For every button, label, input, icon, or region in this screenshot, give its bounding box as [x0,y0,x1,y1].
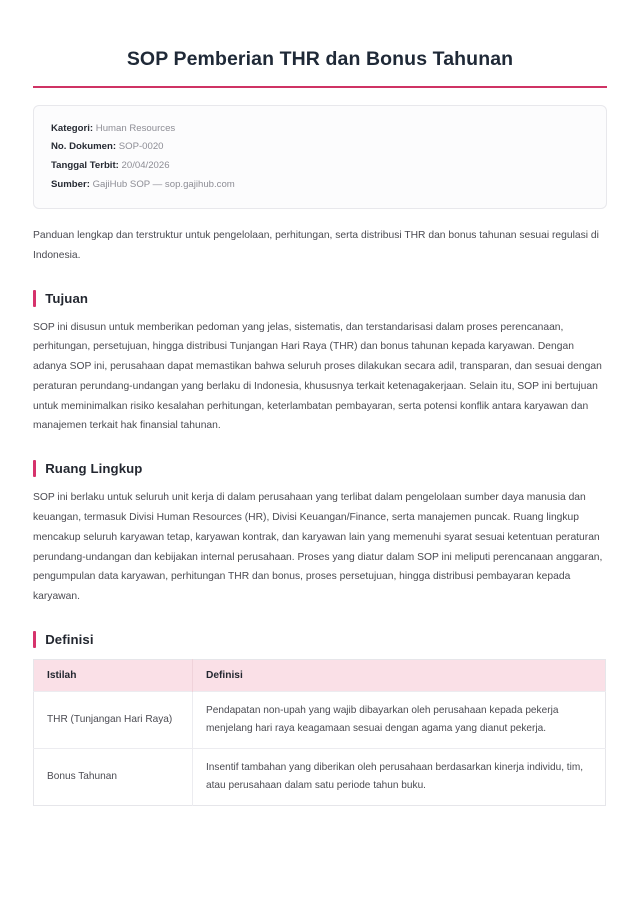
section-title-definisi: Definisi [45,631,94,647]
metadata-row-sumber [51,175,589,194]
table-header-row [34,659,606,691]
column-header-istilah: Istilah [34,659,193,691]
cell-definisi: Pendapatan non-upah yang wajib dibayarkan oleh perusahaan kepada pekerja menjelang hari raya keagamaan sesuai dengan agama yang dianut pekerja. [193,691,606,748]
kategori-value: Human Resources [95,122,176,134]
table-row [34,748,606,805]
cell-istilah: THR (Tunjangan Hari Raya) [34,691,193,748]
table-row [34,691,606,748]
section-accent-bar-icon [33,631,36,648]
page-title: SOP Pemberian THR dan Bonus Tahunan [126,48,514,70]
section-accent-bar-icon [33,290,36,307]
column-header-definisi: Definisi [193,659,606,691]
metadata-row-tanggal-terbit [51,157,589,176]
section-body-tujuan: SOP ini disusun untuk memberikan pedoman yang jelas, sistematis, dan terstandarisasi dalam proses perencanaan, perhitungan, persetujuan, hingga distribusi Tunjangan Hari Raya (THR) dan bonus tahunan kepada karyawan. Dengan adanya SOP ini, perusahaan dapat memastikan bahwa seluruh proses dilakukan secara adil, transparan, dan sesuai dengan peraturan perundang-undangan yang berlaku di Indonesia, khususnya terkait ketenagakerjaan. Selain itu, SOP ini bertujuan untuk meminimalkan risiko kesalahan perhitungan, keterlambatan pembayaran, serta potensi konflik antara karyawan dan manajemen terkait hak finansial tahunan. [33,321,602,432]
section-heading-ruang-lingkup [33,460,607,477]
title-divider [33,86,607,88]
tanggal-terbit-value: 20/04/2026 [121,160,170,172]
section-heading-definisi [33,631,607,648]
sumber-label: Sumber: [51,178,90,190]
section-accent-bar-icon [33,460,36,477]
section-title-tujuan: Tujuan [45,290,89,306]
sumber-value: GajiHub SOP — sop.gajihub.com [92,178,235,190]
cell-definisi: Insentif tambahan yang diberikan oleh perusahaan berdasarkan kinerja individu, tim, atau perusahaan dalam satu periode tahun buku. [193,748,606,805]
metadata-row-no-dokumen [51,138,589,157]
section-heading-tujuan [33,290,607,307]
no-dokumen-value: SOP-0020 [118,141,164,153]
no-dokumen-label: No. Dokumen: [51,141,117,153]
intro-paragraph: Panduan lengkap dan terstruktur untuk pengelolaan, perhitungan, serta distribusi THR dan bonus tahunan sesuai regulasi di Indonesia. [33,230,599,261]
tanggal-terbit-label: Tanggal Terbit: [51,160,119,172]
section-body-ruang-lingkup: SOP ini berlaku untuk seluruh unit kerja di dalam perusahaan yang terlibat dalam pengelolaan sumber daya manusia dan keuangan, termasuk Divisi Human Resources (HR), Divisi Keuangan/Finance, serta manajemen puncak. Ruang lingkup mencakup seluruh karyawan tetap, karyawan kontrak, dan karyawan lain yang memenuhi syarat sesuai ketentuan peraturan perundang-undangan dan kebijakan internal perusahaan. Proses yang diatur dalam SOP ini meliputi perencanaan anggaran, pengumpulan data karyawan, perhitungan THR dan bonus, proses persetujuan, hingga distribusi pembayaran kepada karyawan. [33,492,603,603]
document-metadata-box [33,105,607,209]
metadata-row-kategori [51,119,589,138]
kategori-label: Kategori: [51,122,94,134]
cell-istilah: Bonus Tahunan [34,748,193,805]
definisi-table [33,659,606,806]
section-title-ruang-lingkup: Ruang Lingkup [45,461,143,477]
